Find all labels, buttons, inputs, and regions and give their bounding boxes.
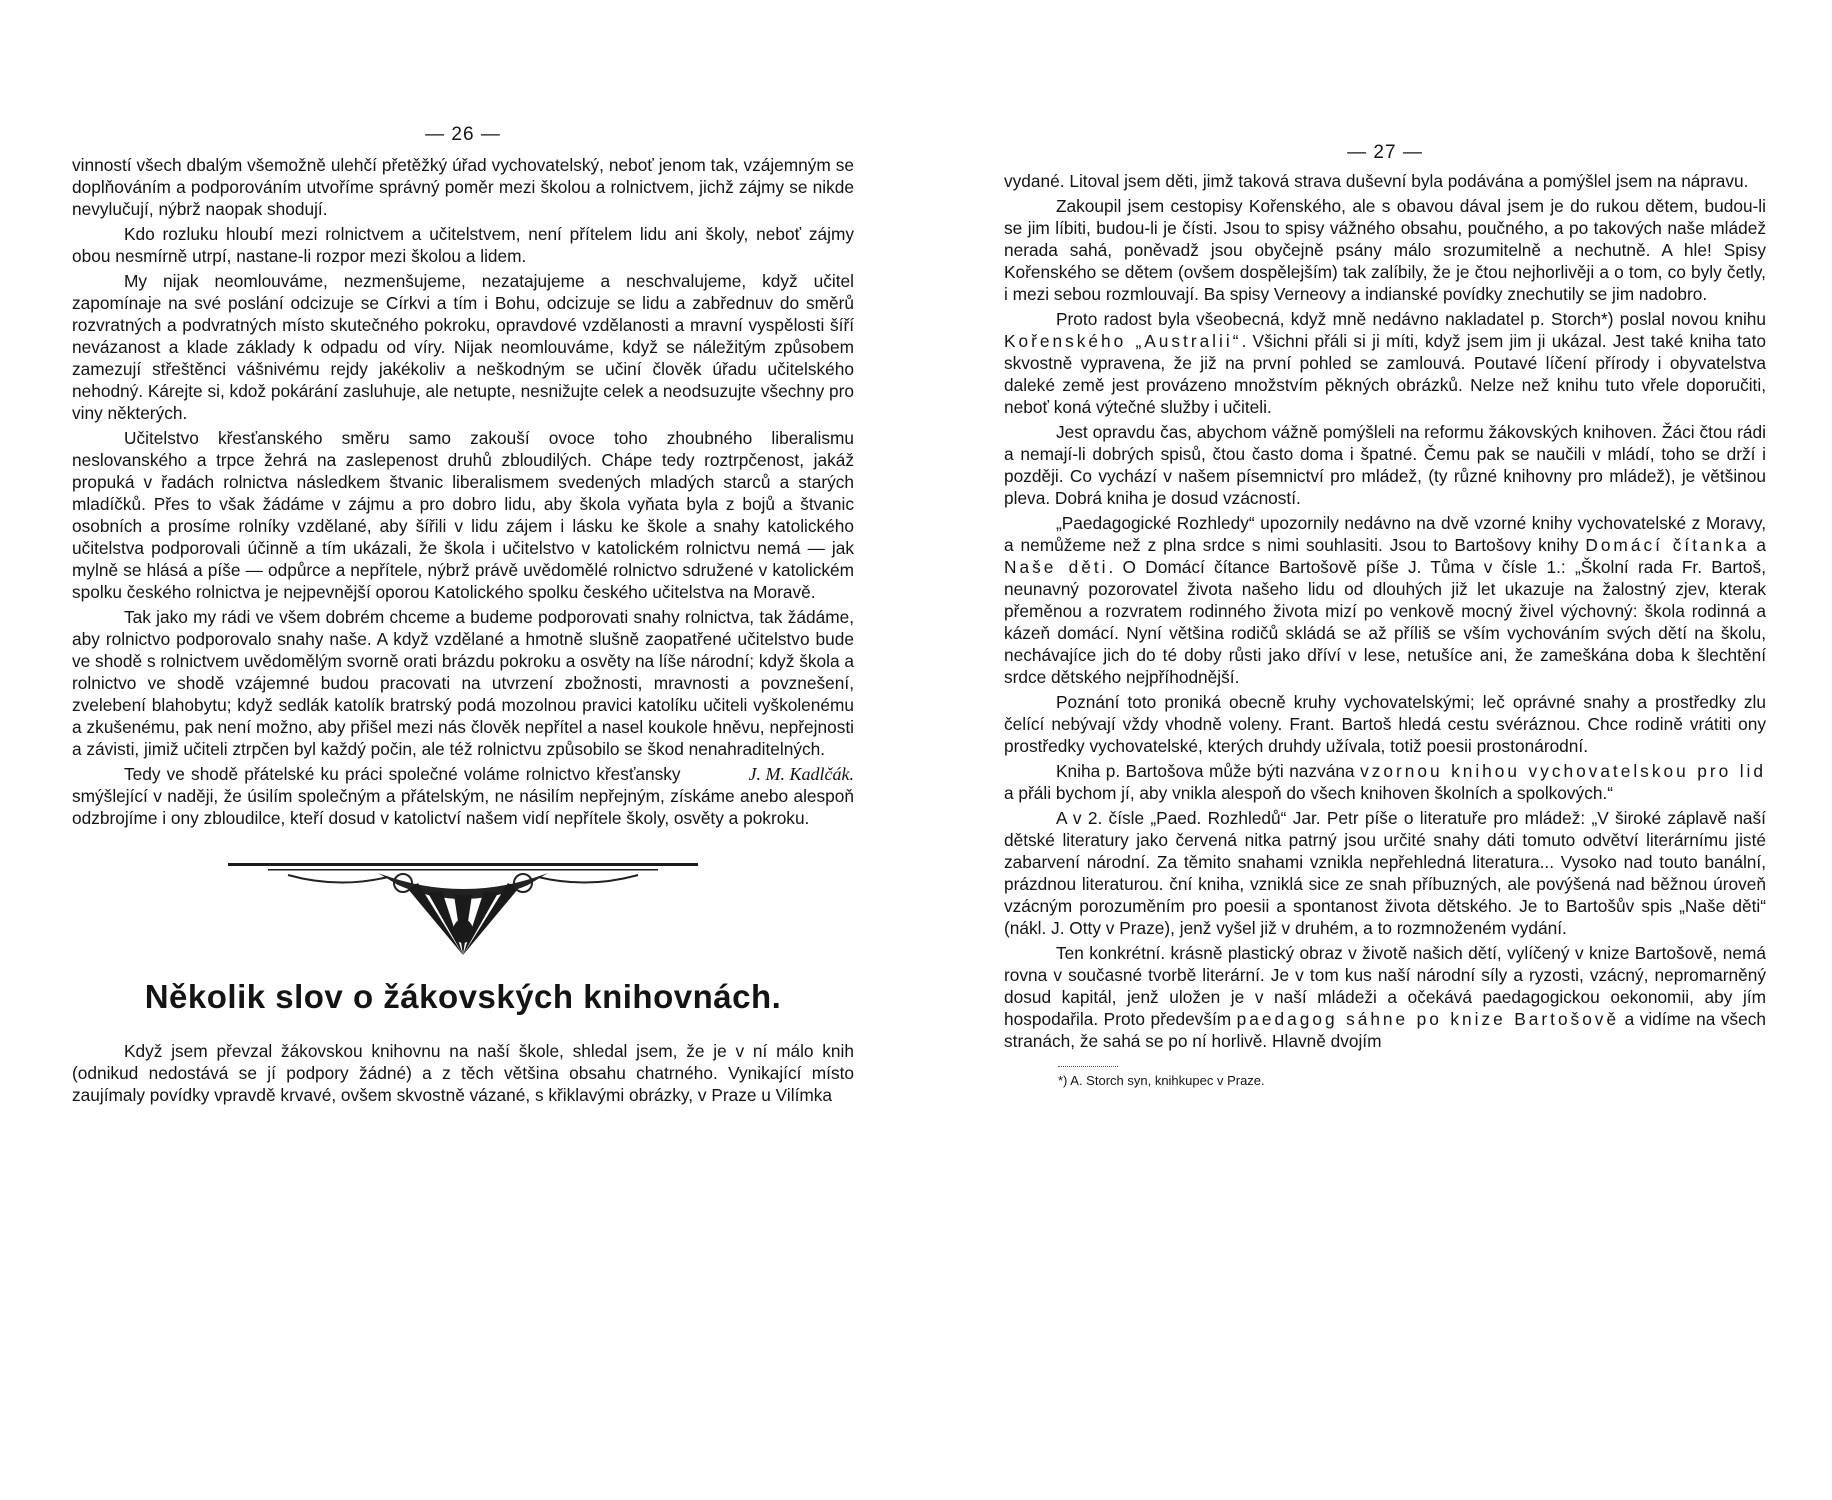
section-body (72, 1040, 854, 1106)
paragraph: Poznání toto proniká obecně kruhy vychovatelskými; leč oprávné snahy a prostředky zlu čelící nebývají vždy vhodně voleny. Frant. Bartoš hledá cestu svéráznou. Chce rodině vrátiti ony prostředky vychovatelské, kterých druhdy užívala, totiž poesii prostonárodní. (1004, 692, 1766, 756)
paragraph: vinností všech dbalým všemožně ulehčí přetěžký úřad vychovatelský, neboť jenom tak, vzájemným se doplňováním a podporováním utvoříme správný poměr mezi školou a rolnictvem, jichž zájmy se nikde nevylučují, nýbrž naopak shodují. (72, 155, 854, 219)
text: a (1749, 535, 1766, 555)
text: Proto radost byla všeobecná, když mně nedávno nakladatel p. Storch*) poslal novou knihu (1056, 309, 1766, 329)
text: Ten konkrétní. krásně plastický obraz v životě našich dětí, vylíčený v knize Bartošově, nemá rovna v současné tvorbě literární. Je v tom kus naší národní síly a ryzosti, vzácný, nepromarněný dosud kapitál, jenž uložen je v naší mládeži a očekává paedagogickou oekonomii, aby jím hospodařila. Proto především (1004, 943, 1766, 1029)
text: Kniha p. Bartošova může býti nazvána (1056, 761, 1361, 781)
paragraph: Kdo rozluku hloubí mezi rolnictvem a učitelstvem, není přítelem lidu ani školy, neboť zájmy obou nesmírně utrpí, nastane-li rozpor mezi školou a lidem. (72, 224, 854, 266)
spaced-text: Domácí čítanka (1585, 535, 1750, 555)
paragraph: Když jsem převzal žákovskou knihovnu na naší škole, shledal jsem, že je v ní málo knih (odnikud nedostává se jí podpory žádné) a z těch většina obsahu chatrného. Vynikající místo zaujímaly povídky vpravdě krvavé, ovšem skvostně vázané, s křiklavými obrázky, v Praze u Vilímka (72, 1041, 854, 1105)
text: a vidíme na všech stranách, že sahá se po ní horlivě. Hlavně dvojím (1004, 1009, 1766, 1051)
left-body (72, 154, 854, 829)
page-number: — 27 — (1347, 142, 1423, 163)
footnote (1004, 1066, 1766, 1088)
footnote-rule (1058, 1066, 1118, 1067)
footnote-text: *) A. Storch syn, knihkupec v Praze. (1058, 1073, 1265, 1088)
paragraph: Jest opravdu čas, abychom vážně pomýšleli na reformu žákovských knihoven. Žáci čtou rádi a nemají-li dobrých spisů, čtou často doma i špatné. Čemu pak se naučili v mládí, toho se drží i později. Co vychází v našem písemnictví pro mládež, (ty různé knihovny pro mládež), je většinou pleva. Dobrá kniha je dosud vzácností. (1004, 422, 1766, 508)
paragraph-text: Tedy ve shodě přátelské ku práci společné voláme rolnictvo křesťansky smýšlející v naději, že úsilím společným a přátelským, ne násilím nepřejným, získáme anebo alespoň odzbrojíme i ony zbloudilce, kteří dosud v katolictví našem vidí nepřítele školy, osvěty a pokroku. (72, 764, 854, 828)
spaced-text: paedagog sáhne po knize Bartošově (1236, 1009, 1620, 1029)
signature: J. M. Kadlčák. (748, 764, 854, 784)
text: . Všichni přáli si ji míti, když jsem jim ji ukázal. Jest také kniha tato skvostně vypravena, že již na první pohled se zamlouvá. Poutavé líčení přírody i obyvatelstva daleké země jest provázeno množstvím pěkných obrázků. Nelze než knihu tuto vřele doporučiti, neboť koná výtečné služby i učiteli. (1004, 331, 1767, 417)
left-page (72, 0, 854, 1106)
spaced-text: Kořenského „Australii“ (1004, 331, 1242, 351)
paragraph (72, 763, 854, 829)
text: „Paedagogické Rozhledy“ upozornily nedávno na dvě vzorné knihy vychovatelské z Moravy, a nemůžeme než z plna srdce s nimi souhlasiti. Jsou to Bartošovy knihy (1004, 513, 1766, 555)
paragraph: Tak jako my rádi ve všem dobrém chceme a budeme podporovati snahy rolnictva, tak žádáme, aby rolnictvo podporovalo snahy naše. A když vzdělané a hmotně slušně zaopatřené učitelstvo bude ve shodě s rolnictvem uvědomělým svorně orati brázdu pokroku a osvěty na líše národní; když škola a rolnictvo ve shodě vzájemné budou pracovati na utvrzení zbožnosti, mravnosti a povznešení, zvelebení blahobytu; když sedlák katolík bratrský podá mozolnou pravici katolíku učiteli vyškolenému a zkušenému, pak není možno, aby přišel mezi nás člověk nepřítel a nasel koukole hněvu, nepřejnosti a závisti, jimiž učiteli ztrpčen byl každý počin, ale též rolnictvu způsobilo se škod nenahraditelných. (72, 607, 854, 759)
paragraph: Učitelstvo křesťanského směru samo zakouší ovoce toho zhoubného liberalismu neslovanského a trpce žehrá na zaslepenost druhů zbloudilých. Chápe tedy roztrpčenost, jakáž propuká v řadách rolnictva následkem štvanic liberalismem svedených mladých starců a starých mladíčků. Přes to však žádáme v zájmu a pro dobro lidu, aby škola vyňata byla z bojů a štvanic osobních a prosíme rolníky vzdělané, aby šířili v lidu zájem i lásku ke škole a snahy katolického učitelstva podporovali účinně a tím ukázali, že škola i učitelstvo v katolickém rolnictvu nemá — jak mylně se hlásá a píše — odpůrce a nepřítele, nýbrž právě uvědomělé rolnictvo sdružené v katolickém spolku českého rolnictva je nejpevnější oporou Katolického spolku českého učitelstva na Moravě. (72, 428, 854, 602)
ornament-divider (228, 855, 698, 960)
paragraph (1004, 942, 1766, 1052)
paragraph (1004, 308, 1766, 418)
paragraph: A v 2. čísle „Paed. Rozhledů“ Jar. Petr píše o literatuře pro mládež: „V široké záplavě naší dětské literatury jako červená nitka patrný jsou určité snahy dáti tomuto odvětví literárnímu jisté zabarvení národní. Za těmito snahami vznikla nepřehledná literatura... Vysoko nad touto banální, prázdnou literaturou. ční kniha, vzniklá sice ze snah příbuzných, ale povýšená nad běžnou úroveň vzácným porozuměním pro poesii a spontanost života dětského. Je to Bartošův spis „Naše děti“ (nákl. J. Otty v Praze), jenž vyšel již v druhém, a to rozmnoženém vydání. (1004, 808, 1766, 938)
right-page (1004, 0, 1766, 1088)
section-title: Několik slov o žákovských knihovnách. (144, 978, 782, 1015)
paragraph (1004, 512, 1766, 688)
right-body (1004, 170, 1766, 1052)
text: . O Domácí čítance Bartošově píše J. Tůma v čísle 1.: „Školní rada Fr. Bartoš, neunavný pozorovatel života našeho lidu od dlouhých již let ukazuje na žalostný zjev, kterak přeměnou a rozvratem rodinného života mizí po venkově mocný živel výchovný: škola rodinná a kázeň domácí. Nyní většina rodičů skládá se až příliš se vším vychováním svých dětí na školu, nechávajíce jich do té doby růsti jako dříví v lese, netušíce ani, že zameškána doba k šlechtění srdce dětského nejpříhodnější. (1004, 557, 1766, 687)
spaced-text: vzornou knihou vychovatelskou pro lid (1360, 761, 1767, 781)
paragraph: My nijak neomlouváme, nezmenšujeme, nezatajujeme a neschvalujeme, když učitel zapomínaje na své poslání odcizuje se Církvi a tím i Bohu, odcizuje se lidu a zabřednuv do směrů rozvratných a podvratných místo skutečného pokroku, opravdové vzdělanosti a mravní vyspělosti šíří nevázanost a klade základy k odpadu od víry. Nijak neomlouváme, když se náležitým způsobem zamezují střeštěnci vášnivému rejdy jakékoliv a neškodným se učiní člověk úřadu učitelského nehodný. Kárejte si, kdož pokárání zasluhuje, ale netupte, nesnižujte celek a neodsuzujte všechny pro viny některých. (72, 271, 854, 423)
paragraph: vydané. Litoval jsem děti, jimž taková strava duševní byla podávána a pomýšlel jsem na nápravu. (1004, 171, 1749, 191)
spaced-text: Naše děti (1004, 557, 1109, 577)
paragraph (1004, 760, 1766, 804)
paragraph: Zakoupil jsem cestopisy Kořenského, ale s obavou dával jsem je do rukou dětem, budou-li se jim líbiti, budou-li je čísti. Jsou to spisy vážného obsahu, poučného, a po takových naše mládež nerada sahá, poněvadž jsou obyčejně psány málo srozumitelně a nechutně. A hle! Spisy Kořenského se dětem (ovšem dospělejším) tak zalíbily, že je čtou nejhorlivěji a o tom, co byly četly, i mezi sebou rozmlouvají. Ba spisy Verneovy a indianské povídky znechutily se jim nadobro. (1004, 196, 1766, 304)
page-number: — 26 — (425, 124, 501, 145)
text: a přáli bychom jí, aby vnikla alespoň do všech knihoven školních a spolkových.“ (1004, 783, 1614, 803)
